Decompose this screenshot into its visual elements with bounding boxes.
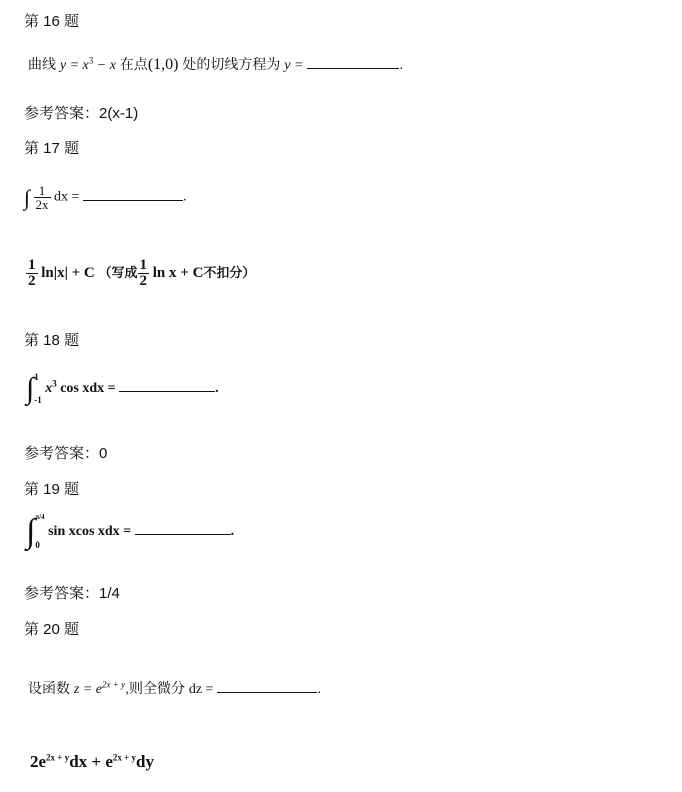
question-16-answer [24, 102, 138, 123]
question-20-answer-image [30, 752, 154, 772]
q18-answer-blank [119, 390, 215, 392]
a20-mid: dx + e [69, 752, 113, 771]
q17-numerator: 1 [38, 183, 46, 198]
integral-sign: ∫ [26, 513, 36, 550]
q16-point: (1,0) [147, 56, 179, 73]
q16-end: . [399, 56, 404, 72]
a20-left: 2e [30, 752, 47, 771]
q16-mid: 在点 [119, 56, 148, 72]
a20-end: dy [136, 752, 154, 771]
q20-dz: dz = [188, 682, 214, 697]
a17-numerator-2: 1 [139, 257, 148, 273]
q16-answer-blank [307, 67, 399, 69]
q18-sup: 3 [52, 378, 57, 389]
question-17-image [24, 184, 186, 211]
q19-end: . [230, 524, 235, 540]
q18-upper-limit: 1 [34, 372, 39, 382]
q17-fraction [34, 184, 51, 211]
question-17-answer-image [26, 258, 255, 289]
a17-main: ln|x| + C [41, 264, 95, 281]
q20-answer-blank [217, 691, 317, 693]
integral-sign: ∫ [24, 184, 31, 210]
q19-limits [35, 514, 44, 550]
question-19-image [26, 514, 234, 550]
question-20-heading: 第 20 题 [24, 621, 80, 638]
q18-lower-limit: -1 [34, 395, 42, 405]
q19-answer-blank [135, 533, 231, 535]
answer-value: 2(x-1) [99, 105, 139, 122]
q16-sup: 3 [88, 55, 94, 66]
q16-prefix: 曲线 [28, 56, 56, 72]
q16-y: y = [284, 58, 304, 73]
a20-sup-2: 2x + y [112, 752, 137, 763]
q19-upper-limit: π/4 [35, 513, 45, 521]
question-18-heading: 第 18 题 [24, 332, 80, 349]
q16-eq-right: − x [93, 58, 116, 73]
answer-label: 参考答案： [24, 585, 100, 602]
answer-label: 参考答案： [24, 105, 100, 122]
q20-z: z = e [73, 682, 102, 697]
question-18-answer [24, 442, 107, 463]
a17-main-2: ln x + C [152, 264, 204, 281]
a17-fraction-2 [138, 258, 150, 289]
question-19-heading: 第 19 题 [24, 481, 80, 498]
q20-mid: ,则全微分 [125, 680, 185, 696]
q20-prefix: 设函数 [28, 680, 70, 696]
question-20-image [28, 678, 321, 698]
question-16-image [28, 54, 403, 74]
q16-eq-left: y = x [59, 58, 89, 73]
q17-end: . [182, 189, 187, 205]
answer-value: 1/4 [99, 585, 120, 602]
a17-numerator: 1 [28, 257, 36, 273]
q17-rest: dx = [54, 189, 80, 205]
q18-rest: cos xdx = [60, 381, 116, 397]
a17-denominator-2: 2 [139, 273, 148, 289]
q19-rest: sin xcos xdx = [48, 524, 132, 540]
question-18-image [26, 373, 219, 405]
question-17-heading: 第 17 题 [24, 140, 80, 157]
a17-paren-open: （写成 [98, 265, 138, 281]
q18-limits [34, 373, 42, 405]
a17-paren-close: 不扣分） [203, 265, 256, 281]
a17-fraction [26, 258, 38, 289]
a17-denominator: 2 [28, 273, 36, 289]
q18-end: . [215, 381, 219, 397]
q18-x: x [45, 381, 53, 397]
q20-sup: 2x + y [102, 679, 126, 690]
question-19-answer [24, 582, 120, 603]
q17-denominator: 2x [35, 197, 49, 212]
q19-lower-limit: 0 [35, 540, 40, 550]
q20-end: . [317, 680, 322, 696]
integral-sign: ∫ [26, 372, 35, 405]
answer-label: 参考答案： [24, 445, 100, 462]
question-16-heading: 第 16 题 [24, 13, 80, 30]
q17-answer-blank [83, 199, 183, 201]
q16-suffix: 处的切线方程为 [182, 56, 281, 72]
a20-sup-1: 2x + y [46, 752, 70, 763]
answer-value: 0 [99, 445, 108, 462]
